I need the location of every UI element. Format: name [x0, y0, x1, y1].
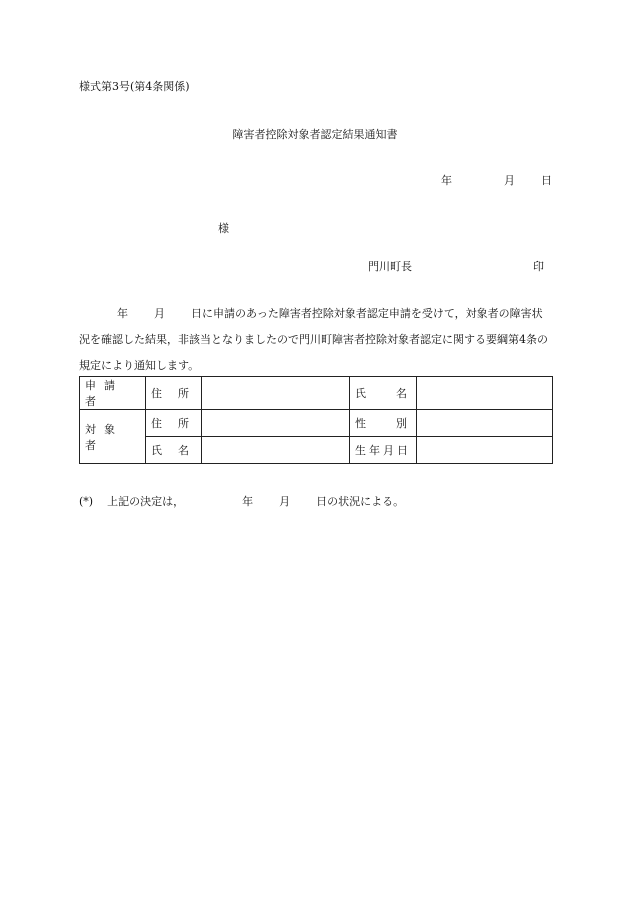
subject-name-value [202, 437, 350, 464]
subject-address-label: 住 所 [146, 410, 202, 437]
notice-body [79, 301, 553, 379]
seal-mark: 印 [533, 260, 544, 273]
subject-label: 対象者 [80, 410, 146, 464]
subject-sex-label: 性 別 [350, 410, 417, 437]
body-year-label: 年 [117, 307, 128, 320]
date-month-label: 月 [504, 174, 515, 187]
applicant-address-label: 住 所 [146, 377, 202, 410]
applicant-label: 申請者 [80, 377, 146, 410]
date-year-label: 年 [441, 174, 452, 187]
subject-name-label: 氏 名 [146, 437, 202, 464]
subject-birthdate-label: 生年月日 [350, 437, 417, 464]
applicant-name-value [417, 377, 553, 410]
issue-date [441, 174, 552, 188]
note-prefix: 上記の決定は， [107, 495, 185, 508]
addressee-suffix: 様 [218, 222, 229, 235]
note-suffix: 日の状況による。 [316, 495, 405, 508]
date-day-label: 日 [541, 174, 552, 187]
result-table [79, 376, 553, 464]
subject-address-value [202, 410, 350, 437]
note-month-label: 月 [279, 495, 291, 508]
document-title: 障害者控除対象者認定結果通知書 [232, 128, 398, 141]
issuer-name: 門川町長 [368, 260, 412, 273]
status-note [79, 495, 404, 509]
applicant-name-label: 氏 名 [350, 377, 417, 410]
body-text: 日に申請のあった障害者控除対象者認定申請を受けて，対象者の障害状況を確認した結果，非該当となりましたので門川町障害者控除対象者認定に関する要綱第4条の規定により通知します。 [79, 307, 548, 372]
subject-birthdate-value [417, 437, 553, 464]
note-marker: (*) [79, 495, 94, 508]
note-year-label: 年 [242, 495, 254, 508]
form-number: 様式第3号(第4条関係) [79, 80, 190, 93]
applicant-address-value [202, 377, 350, 410]
body-month-label: 月 [154, 307, 165, 320]
subject-sex-value [417, 410, 553, 437]
